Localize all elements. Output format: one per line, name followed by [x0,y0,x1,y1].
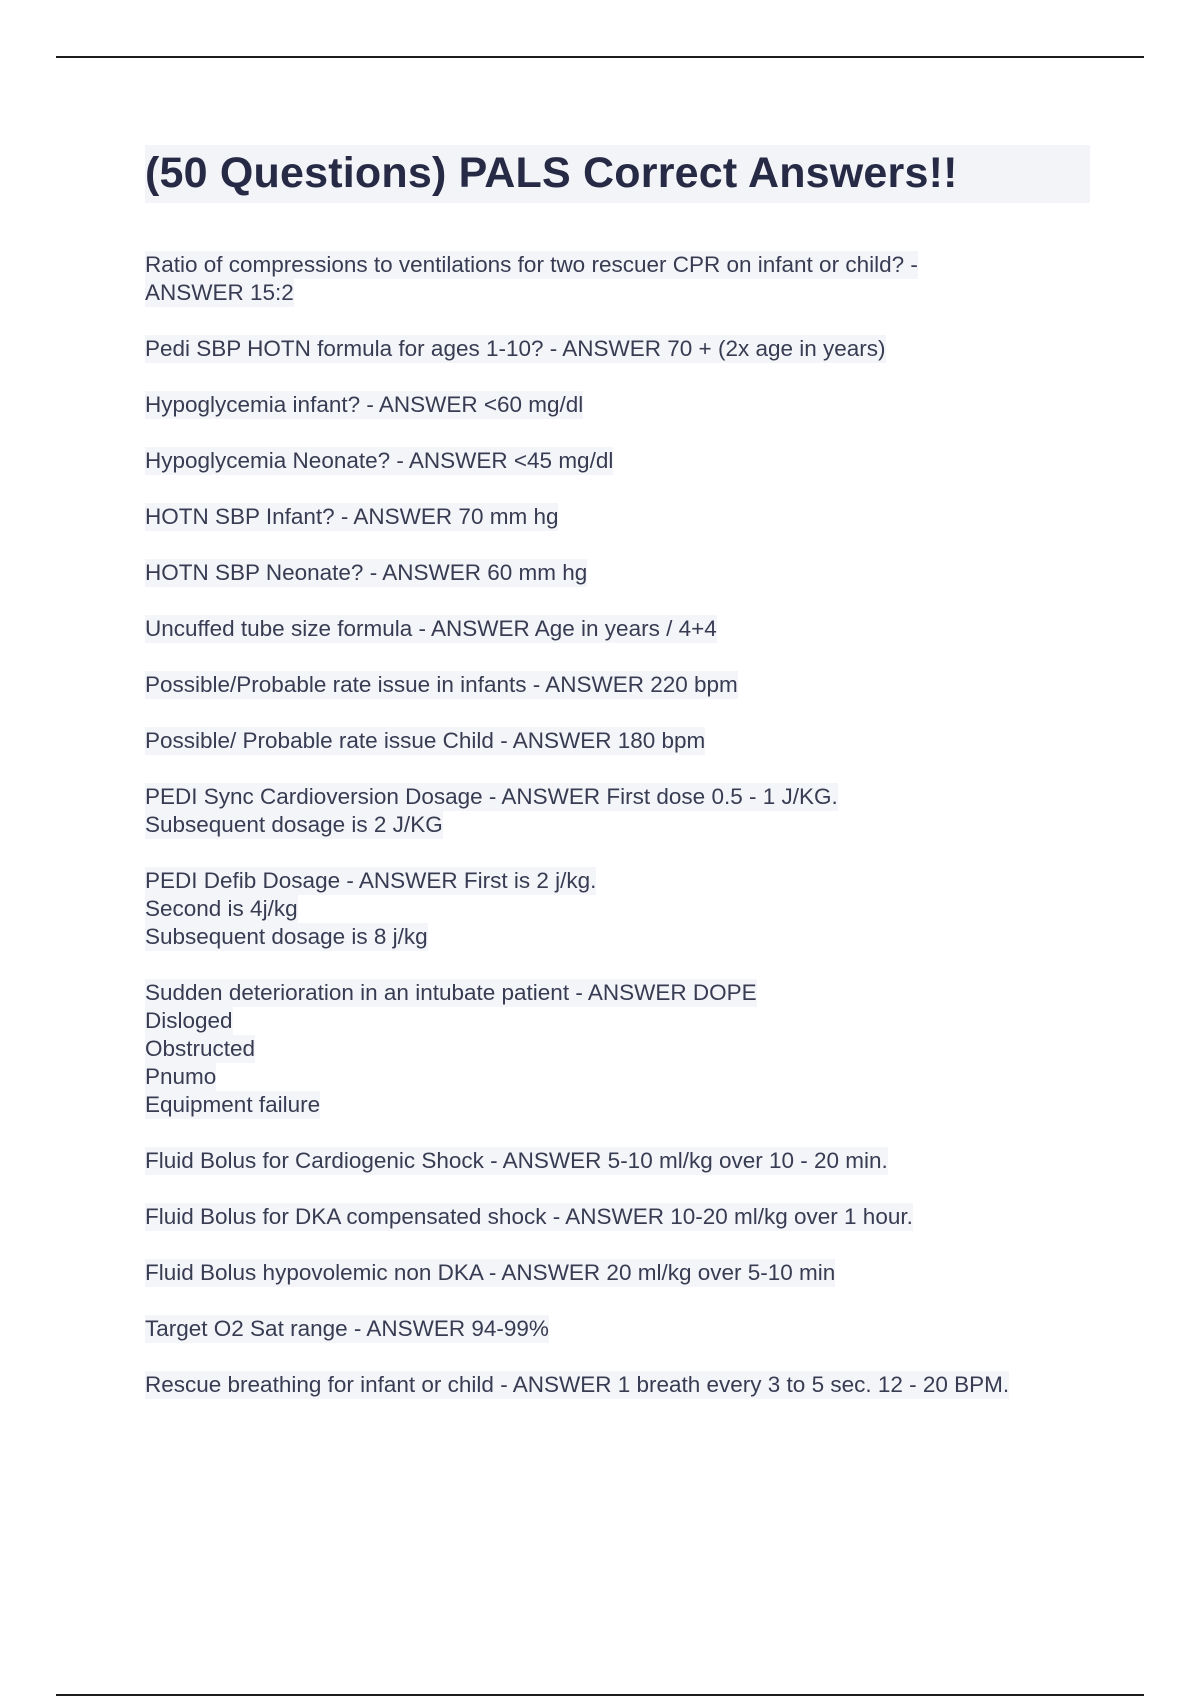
qa-answer-continuation: Equipment failure [145,1092,321,1117]
qa-item [145,671,1090,699]
qa-question-text: PEDI Sync Cardioversion Dosage - ANSWER First dose 0.5 - 1 J/KG. [145,784,838,809]
qa-item [145,1371,1090,1399]
qa-question-text: Rescue breathing for infant or child - ANSWER 1 breath every 3 to 5 sec. 12 - 20 BPM. [145,1372,1010,1397]
qa-question-text: Hypoglycemia infant? - ANSWER <60 mg/dl [145,392,584,417]
qa-line-row [145,671,1090,699]
qa-item [145,867,1090,951]
qa-answer-continuation: ANSWER 15:2 [145,280,294,305]
qa-question-text: HOTN SBP Neonate? - ANSWER 60 mm hg [145,560,588,585]
document-body [145,145,1090,1427]
qa-answer-continuation: Obstructed [145,1036,256,1061]
qa-line-row [145,867,1090,895]
qa-item [145,503,1090,531]
qa-line-row [145,1203,1090,1231]
qa-line-row [145,979,1090,1007]
qa-line-row [145,1259,1090,1287]
qa-line-row [145,1147,1090,1175]
qa-item [145,251,1090,307]
qa-item [145,391,1090,419]
qa-answer-continuation: Second is 4j/kg [145,896,298,921]
qa-line-row [145,1035,1090,1063]
qa-question-text: Possible/ Probable rate issue Child - ANSWER 180 bpm [145,728,706,753]
qa-question-text: Target O2 Sat range - ANSWER 94-99% [145,1316,549,1341]
qa-line-row [145,391,1090,419]
qa-line-row [145,279,1090,307]
qa-question-text: Fluid Bolus for DKA compensated shock - ANSWER 10-20 ml/kg over 1 hour. [145,1204,913,1229]
qa-item [145,447,1090,475]
qa-answer-continuation: Subsequent dosage is 8 j/kg [145,924,428,949]
qa-line-row [145,895,1090,923]
qa-item [145,979,1090,1119]
qa-question-text: Fluid Bolus for Cardiogenic Shock - ANSWER 5-10 ml/kg over 10 - 20 min. [145,1148,888,1173]
qa-line-row [145,447,1090,475]
qa-answer-continuation: Disloged [145,1008,233,1033]
page-title: (50 Questions) PALS Correct Answers!! [145,149,958,197]
qa-item [145,727,1090,755]
qa-line-row [145,251,1090,279]
qa-line-row [145,503,1090,531]
qa-answer-continuation: Subsequent dosage is 2 J/KG [145,812,443,837]
qa-line-row [145,615,1090,643]
qa-item [145,1315,1090,1343]
qa-item [145,615,1090,643]
qa-question-text: PEDI Defib Dosage - ANSWER First is 2 j/kg. [145,868,597,893]
qa-question-text: Sudden deterioration in an intubate patient - ANSWER DOPE [145,980,757,1005]
qa-line-row [145,335,1090,363]
qa-line-row [145,1091,1090,1119]
qa-line-row [145,1371,1090,1399]
qa-line-row [145,1315,1090,1343]
qa-item [145,1147,1090,1175]
top-rule [56,56,1144,58]
qa-list [145,251,1090,1399]
qa-item [145,559,1090,587]
qa-line-row [145,783,1090,811]
qa-line-row [145,727,1090,755]
title-block [145,145,1090,203]
qa-line-row [145,1007,1090,1035]
qa-question-text: Hypoglycemia Neonate? - ANSWER <45 mg/dl [145,448,614,473]
qa-question-text: HOTN SBP Infant? - ANSWER 70 mm hg [145,504,559,529]
qa-item [145,1203,1090,1231]
qa-line-row [145,923,1090,951]
qa-question-text: Fluid Bolus hypovolemic non DKA - ANSWER 20 ml/kg over 5-10 min [145,1260,836,1285]
qa-question-text: Uncuffed tube size formula - ANSWER Age in years / 4+4 [145,616,717,641]
qa-line-row [145,811,1090,839]
qa-question-text: Pedi SBP HOTN formula for ages 1-10? - ANSWER 70 + (2x age in years) [145,336,886,361]
qa-answer-continuation: Pnumo [145,1064,217,1089]
qa-item [145,783,1090,839]
qa-line-row [145,559,1090,587]
qa-question-text: Possible/Probable rate issue in infants - ANSWER 220 bpm [145,672,738,697]
qa-item [145,335,1090,363]
qa-item [145,1259,1090,1287]
bottom-rule [56,1694,1144,1696]
qa-question-text: Ratio of compressions to ventilations for two rescuer CPR on infant or child? - [145,252,918,277]
qa-line-row [145,1063,1090,1091]
